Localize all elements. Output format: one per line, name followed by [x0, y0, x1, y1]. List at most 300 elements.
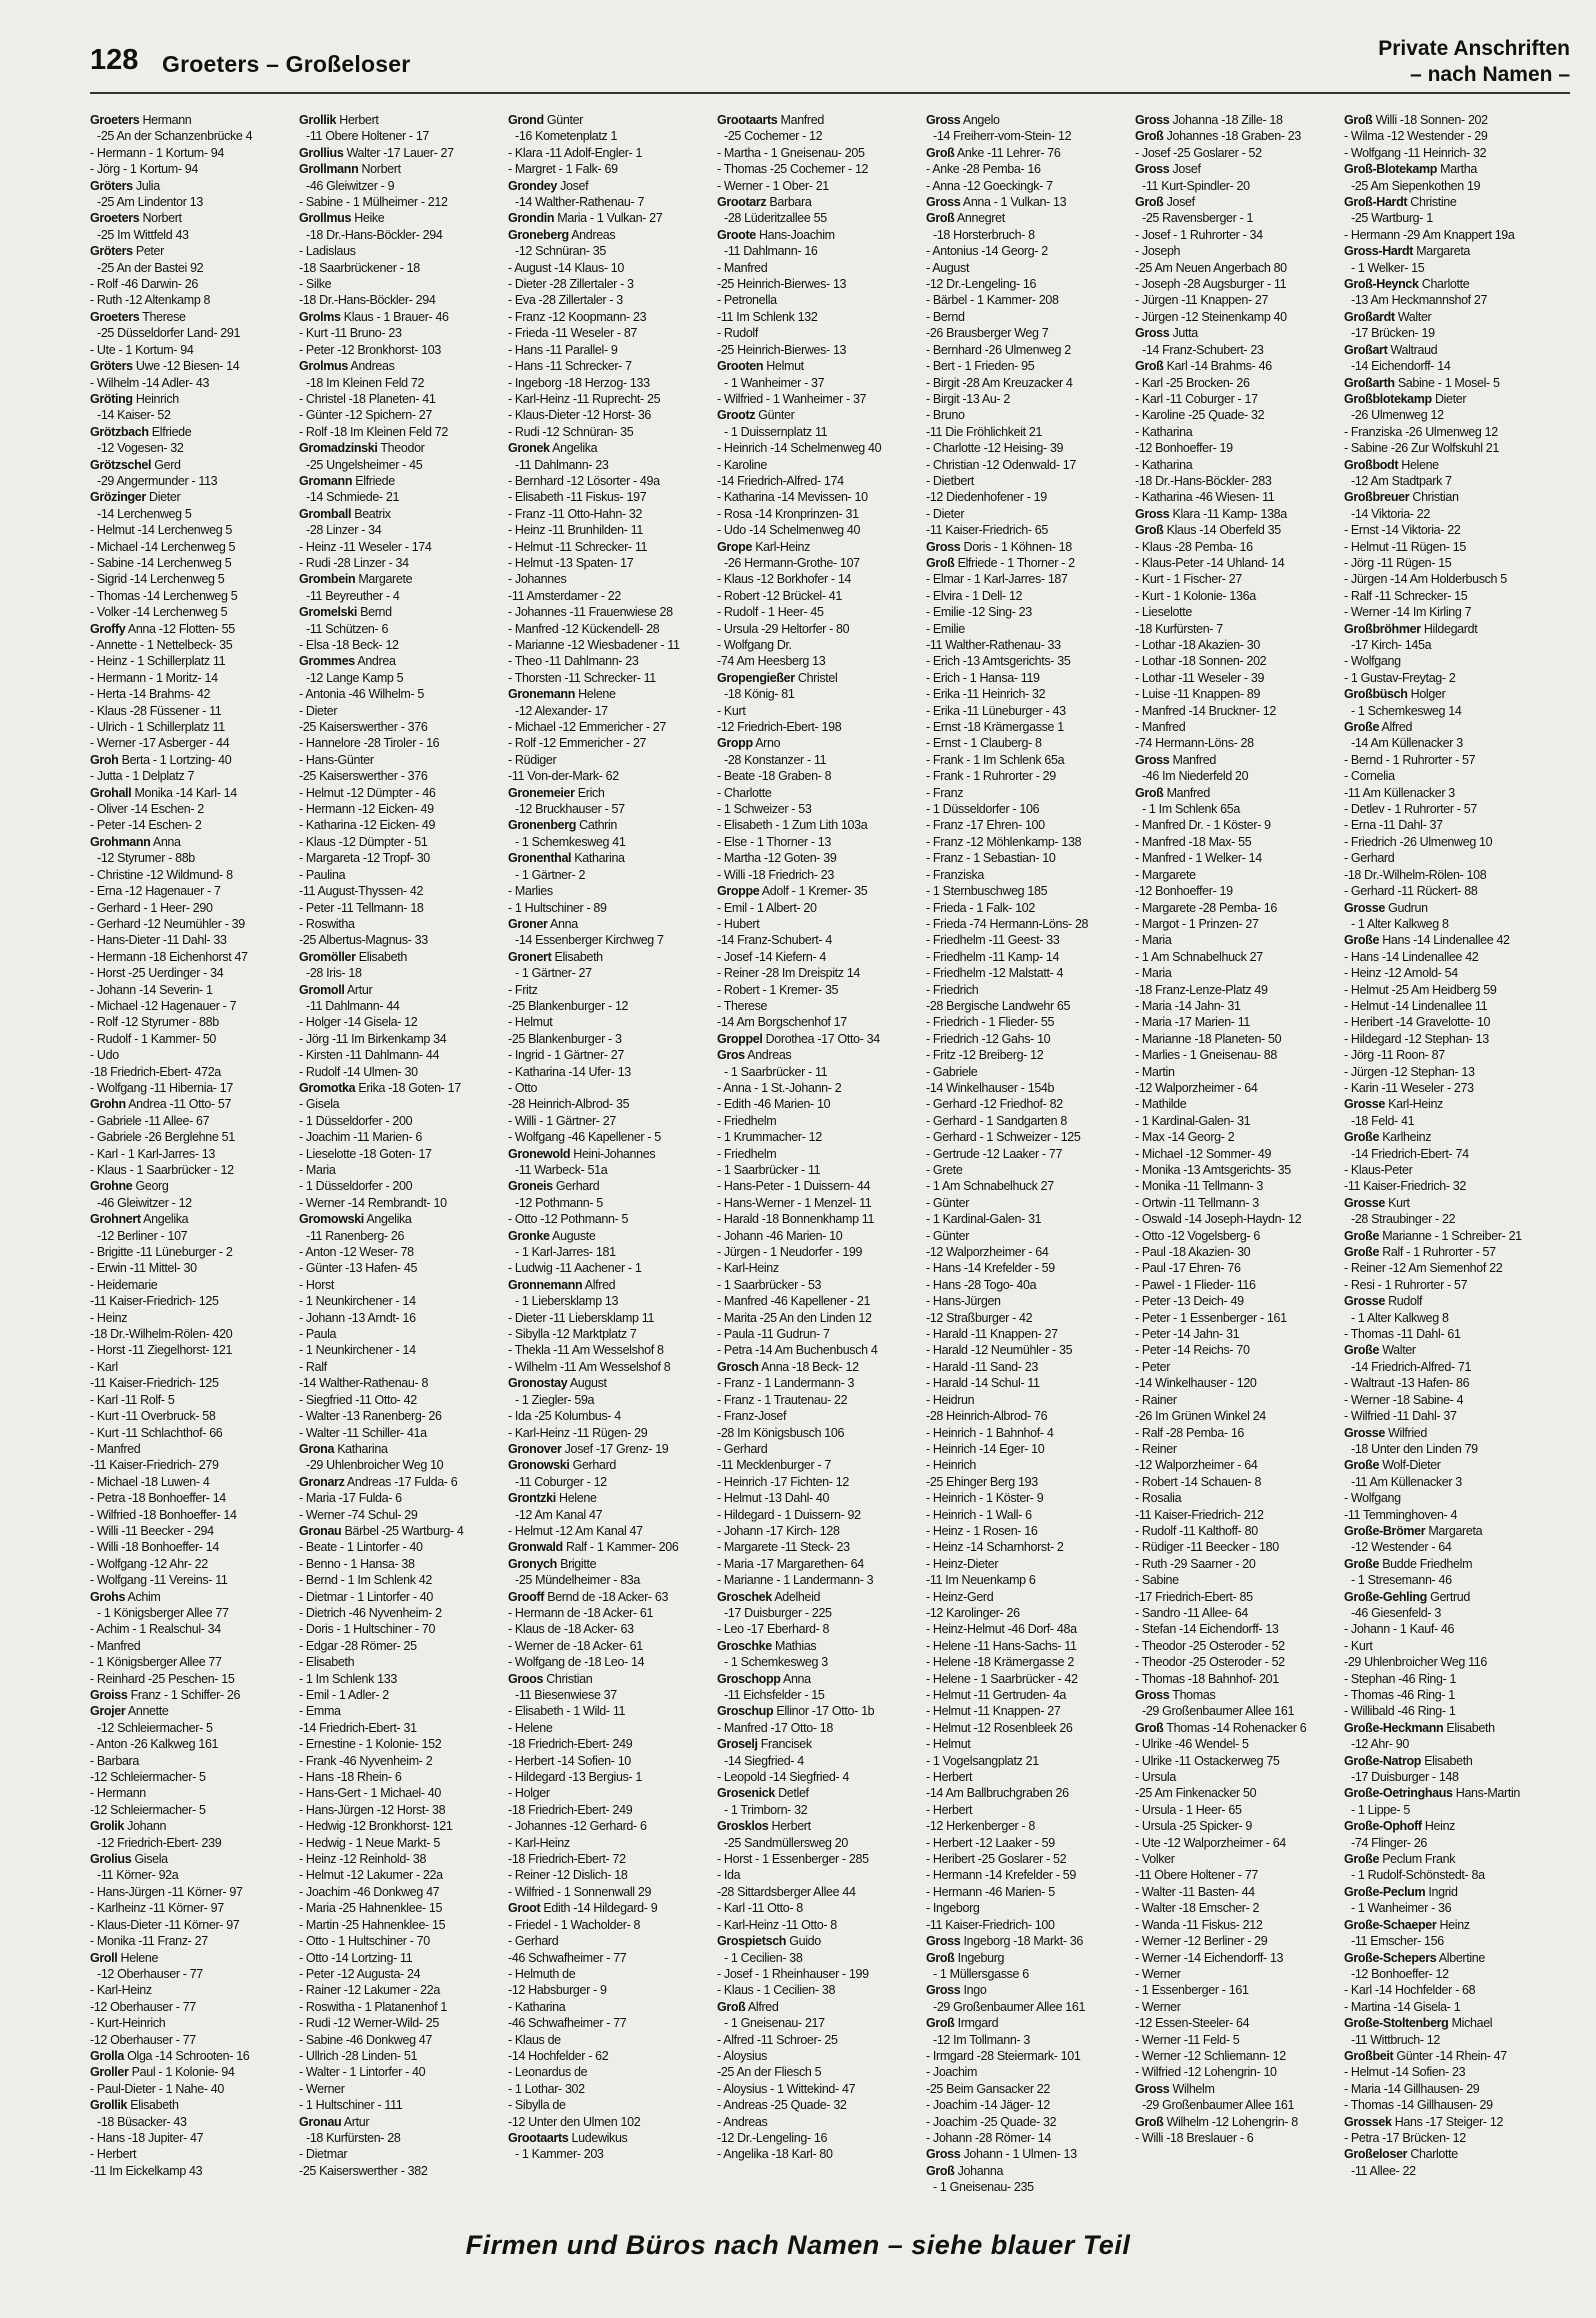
entry-line: - Otto -12 Vogelsberg- 6: [1135, 1228, 1261, 1243]
entry-head: [1135, 194, 1341, 210]
entry-line: - Maria -14 Jahn- 31: [1135, 998, 1241, 1013]
surname: Groß: [926, 1950, 955, 1965]
entry-line: - Benno - 1 Hansa- 38: [299, 1556, 415, 1571]
entry-line: -26 Brausberger Weg 7: [926, 326, 1049, 341]
entry-head: [717, 358, 923, 374]
entry-line: - Heinrich -17 Fichten- 12: [717, 1474, 849, 1489]
surname: Grolik: [90, 1819, 125, 1834]
surname: Großbröhmer: [1344, 621, 1421, 636]
surname: Großblotekamp: [1344, 391, 1432, 406]
entry-head: [90, 2048, 296, 2064]
entry-address: -28 Linzer - 34: [306, 523, 382, 538]
entry-head: [90, 752, 296, 768]
entry-head: [508, 1457, 714, 1473]
entry-address: -11 Schützen- 6: [306, 621, 389, 636]
entry-line: - Charlotte: [717, 785, 772, 800]
entry-line: - Ludwig -11 Aachener - 1: [508, 1261, 642, 1276]
entry-line: - Peter -12 Augusta- 24: [299, 1966, 421, 1981]
entry-line: - Hans -11 Parallel- 9: [508, 342, 618, 357]
given-name: Herbert: [339, 113, 379, 127]
entry-line: - Petra -14 Am Buchenbusch 4: [717, 1343, 878, 1358]
entry-line: - Sibylla de: [508, 2098, 566, 2113]
entry-line: - Birgit -28 Am Kreuzacker 4: [926, 375, 1073, 390]
entry-line: - Katharina -14 Ufer- 13: [508, 1064, 631, 1079]
entry-line: - Ingrid - 1 Gärtner- 27: [508, 1048, 624, 1063]
entry-line: - Leopold -14 Siegfried- 4: [717, 1770, 849, 1785]
entry-line: - Günter -12 Spichern- 27: [299, 408, 432, 423]
entry-address: - 1 Saarbrücker - 11: [724, 1064, 828, 1079]
entry-head: [508, 785, 714, 801]
entry-line: - Fritz -12 Breiberg- 12: [926, 1048, 1044, 1063]
entry-line: - 1 Im Schlenk 133: [299, 1671, 397, 1686]
entry-line: - Emil - 1 Albert- 20: [717, 900, 817, 915]
entry-address: - 1 Gärtner- 27: [515, 966, 592, 981]
entry-line: - Hans -28 Togo- 40a: [926, 1277, 1037, 1292]
entry-address: - 1 Cecilien- 38: [724, 1950, 803, 1965]
entry-head: [717, 1671, 923, 1687]
entry-line: - Robert -12 Brückel- 41: [717, 588, 842, 603]
entry-line: - Frieda -74 Hermann-Löns- 28: [926, 916, 1089, 931]
entry-line: - Emil - 1 Adler- 2: [299, 1688, 389, 1702]
surname: Groß: [926, 2016, 955, 2031]
entry-line: - Friedhelm: [717, 1146, 777, 1161]
entry-line: - Klaus-Dieter -12 Horst- 36: [508, 408, 652, 423]
entry-line: - Heinz - 1 Schillerplatz 11: [90, 654, 226, 669]
entry-line: - Karl -11 Rolf- 5: [90, 1392, 175, 1407]
entry-line: -25 Kaiserswerther - 376: [299, 769, 428, 784]
entry-line: - Elisabeth - 1 Wild- 11: [508, 1704, 626, 1719]
entry-line: - Peter -11 Tellmann- 18: [299, 900, 424, 915]
given-name: Alfred: [584, 1277, 616, 1292]
entry-line: - Jürgen -14 Am Holderbusch 5: [1344, 572, 1507, 587]
given-name: Klaus - 1 Brauer- 46: [343, 309, 449, 324]
entry-line: - Michael -18 Luwen- 4: [90, 1474, 210, 1489]
entry-line: - Herta -14 Brahms- 42: [90, 687, 211, 702]
surname: Gronewold: [508, 1146, 571, 1161]
entry-head: [299, 571, 505, 587]
given-name: Josef: [1172, 162, 1201, 177]
entry-head: [1135, 785, 1341, 801]
surname: Grolla: [90, 2048, 125, 2063]
given-name: Andreas -17 Fulda- 6: [346, 1474, 458, 1489]
entry-line: - Heinz -12 Reinhold- 38: [299, 1852, 427, 1867]
entry-head: [1344, 1818, 1550, 1834]
given-name: Johannes -18 Graben- 23: [1166, 129, 1302, 144]
entry-address: -14 Essenberger Kirchweg 7: [515, 933, 664, 948]
entry-line: - Manfred -18 Max- 55: [1135, 834, 1252, 849]
page-header: [90, 36, 1570, 96]
entry-head: [508, 1146, 714, 1162]
entry-line: - Willibald -46 Ring- 1: [1344, 1704, 1456, 1719]
given-name: Norbert: [142, 211, 182, 226]
entry-line: - 1 Saarbrücker - 53: [717, 1277, 822, 1292]
entry-line: - Martin -25 Hahnenklee- 15: [299, 1917, 446, 1932]
given-name: Elisabeth: [1446, 1720, 1495, 1735]
entry-line: -25 Blankenburger - 3: [508, 1031, 622, 1046]
given-name: Anna -12 Flotten- 55: [127, 621, 235, 636]
entry-line: - Heinz-Gerd: [926, 1589, 994, 1604]
given-name: Hans-Martin: [1455, 1786, 1521, 1801]
entry-line: - Rudi -12 Schnüran- 35: [508, 424, 634, 439]
entry-line: - Karin -11 Weseler - 273: [1344, 1080, 1474, 1095]
entry-line: - Rüdiger -11 Beecker - 180: [1135, 1540, 1279, 1555]
surname: Groß: [1344, 113, 1373, 127]
entry-address: -11 Dahlmann- 16: [724, 244, 818, 259]
entry-line: -25 Albertus-Magnus- 33: [299, 933, 428, 948]
given-name: Gudrun: [1388, 900, 1428, 915]
entry-line: - Paulina: [299, 867, 346, 882]
entry-address: -26 Ulmenweg 12: [1351, 408, 1444, 423]
entry-line: - Otto -14 Lortzing- 11: [299, 1950, 413, 1965]
entry-line: - Karl-Heinz -11 Otto- 8: [717, 1917, 837, 1932]
entry-line: - Klaus - 1 Saarbrücker - 12: [90, 1163, 234, 1177]
surname: Grolmus: [299, 359, 348, 374]
entry-line: - Ingeborg: [926, 1901, 980, 1916]
entry-line: - Resi - 1 Ruhrorter - 57: [1344, 1277, 1468, 1292]
entry-line: - Heinrich: [926, 1458, 976, 1473]
entry-line: - Wolfgang -11 Heinrich- 32: [1344, 145, 1487, 160]
entry-line: - Franz -12 Koopmann- 23: [508, 309, 647, 324]
entry-line: - Ralf -28 Pemba- 16: [1135, 1425, 1245, 1440]
surname: Groß: [717, 1999, 746, 2014]
entry-line: - Hermann -14 Krefelder - 59: [926, 1868, 1076, 1883]
entry-line: - Wanda -11 Fiskus- 212: [1135, 1917, 1263, 1932]
given-name: Beatrix: [354, 506, 391, 521]
entry-line: - Franz -11 Otto-Hahn- 32: [508, 506, 643, 521]
entry-address: -28 Lüderitzallee 55: [724, 211, 827, 226]
entry-head: [90, 1096, 296, 1112]
entry-line: - Harald -12 Neumühler - 35: [926, 1343, 1073, 1358]
entry-address: -12 Alexander- 17: [515, 703, 608, 718]
entry-line: - Herbert: [90, 2147, 137, 2162]
given-name: Berta - 1 Lortzing- 40: [121, 752, 232, 767]
given-name: Bärbel -25 Wartburg- 4: [344, 1523, 464, 1538]
entry-line: - Sigrid -14 Lerchenweg 5: [90, 572, 225, 587]
entry-head: [1344, 243, 1550, 259]
entry-line: -11 Kaiser-Friedrich- 125: [90, 1294, 219, 1309]
entry-line: -17 Friedrich-Ebert- 85: [1135, 1589, 1253, 1604]
entry-line: - Stephan -46 Ring- 1: [1344, 1671, 1457, 1686]
surname: Gronwald: [508, 1540, 563, 1555]
entry-line: - 1 Hultschiner - 111: [299, 2098, 403, 2113]
entry-line: - Paula: [299, 1327, 337, 1342]
entry-line: - Karl-Heinz -11 Rügen- 29: [508, 1425, 648, 1440]
entry-head: [508, 112, 714, 128]
surname: Groß: [1135, 785, 1164, 800]
entry-head: [717, 1359, 923, 1375]
entry-head: [90, 358, 296, 374]
entry-line: - Kurt -11 Overbruck- 58: [90, 1409, 216, 1424]
surname: Gross: [926, 1934, 961, 1949]
entry-line: - Hedwig - 1 Neue Markt- 5: [299, 1835, 440, 1850]
entry-line: -18 Dr.-Hans-Böckler- 283: [1135, 473, 1272, 488]
entry-line: - Kurt-Heinrich: [90, 2016, 166, 2031]
entry-line: -12 Karolinger- 26: [926, 1605, 1020, 1620]
entry-line: - Klaus - 1 Cecilien- 38: [717, 1983, 836, 1998]
entry-line: - Johannes -11 Frauenwiese 28: [508, 605, 673, 620]
entry-line: - 1 Königsberger Allee 77: [90, 1655, 222, 1670]
entry-address: -12 Bruckhauser - 57: [515, 802, 625, 817]
given-name: Elisabeth: [130, 2098, 179, 2113]
entry-line: - Harald -11 Sand- 23: [926, 1359, 1038, 1374]
entry-address: -74 Flinger- 26: [1351, 1835, 1428, 1850]
given-name: Therese: [142, 309, 186, 324]
entry-line: - Sandro -11 Allee- 64: [1135, 1605, 1248, 1620]
entry-line: - Dieter: [926, 506, 965, 521]
entry-line: - Klaus -12 Borkhofer - 14: [717, 572, 852, 587]
given-name: Monika -14 Karl- 14: [134, 785, 237, 800]
entry-address: -25 Sandmüllersweg 20: [724, 1835, 848, 1850]
entry-line: -12 Straßburger - 42: [926, 1310, 1033, 1325]
entry-line: - Franziska: [926, 867, 984, 882]
entry-line: - Werner -11 Feld- 5: [1135, 2032, 1240, 2047]
given-name: Andrea -11 Otto- 57: [128, 1097, 232, 1112]
given-name: Ellinor -17 Otto- 1b: [776, 1704, 875, 1719]
entry-line: - Luise -11 Knappen- 89: [1135, 687, 1261, 702]
entry-line: - Klaus-Peter: [1344, 1163, 1413, 1177]
entry-line: - Friedhelm -12 Malstatt- 4: [926, 966, 1064, 981]
surname: Gross: [1135, 752, 1170, 767]
entry-line: - Siegfried -11 Otto- 42: [299, 1392, 417, 1407]
entry-line: - Hans -11 Schrecker- 7: [508, 359, 632, 374]
surname: Gronke: [508, 1228, 550, 1243]
entry-line: - Helene -11 Hans-Sachs- 11: [926, 1638, 1077, 1653]
entry-line: -11 Mecklenburger - 7: [717, 1458, 832, 1473]
entry-line: - Katharina -14 Mevissen- 10: [717, 490, 868, 505]
entry-line: -18 Dr.-Hans-Böckler- 294: [299, 293, 436, 308]
directory-column: [299, 112, 505, 2212]
entry-line: - Heinrich - 1 Wall- 6: [926, 1507, 1032, 1522]
entry-line: -14 Friedrich-Alfred- 174: [717, 473, 844, 488]
surname: Große-Stoltenberg: [1344, 2016, 1449, 2031]
entry-address: -12 Am Stadtpark 7: [1351, 473, 1452, 488]
entry-line: -14 Winkelhauser - 120: [1135, 1376, 1257, 1391]
entry-line: - Hans-Gert - 1 Michael- 40: [299, 1786, 441, 1801]
entry-head: [1344, 1884, 1550, 1900]
entry-line: - Elmar - 1 Karl-Jarres- 187: [926, 572, 1068, 587]
entry-line: -12 Walporzheimer - 64: [1135, 1458, 1258, 1473]
entry-head: [1135, 112, 1341, 128]
surname: Gross: [926, 113, 961, 127]
surname: Gronek: [508, 441, 550, 456]
entry-line: - Gerhard -12 Friedhof- 82: [926, 1097, 1063, 1112]
entry-address: -25 Im Wittfeld 43: [97, 227, 189, 242]
given-name: Manfred: [780, 113, 824, 127]
entry-line: - Willi -18 Breslauer - 6: [1135, 2130, 1254, 2145]
entry-line: - 1 Schweizer - 53: [717, 802, 812, 817]
surname: Gromann: [299, 473, 353, 488]
entry-line: - Werner: [1135, 1966, 1181, 1981]
surname: Groß-Blotekamp: [1344, 162, 1438, 177]
entry-head: [1344, 1589, 1550, 1605]
entry-line: - Wolfgang: [1344, 1491, 1401, 1506]
entry-line: - Sabine - 1 Mülheimer - 212: [299, 195, 448, 210]
entry-line: - Sabine -46 Donkweg 47: [299, 2032, 433, 2047]
entry-head: [1344, 2114, 1550, 2130]
entry-line: - Peter -14 Reichs- 70: [1135, 1343, 1250, 1358]
entry-line: - Willi - 1 Gärtner- 27: [508, 1113, 616, 1128]
given-name: Norbert: [361, 162, 401, 177]
entry-head: [1344, 194, 1550, 210]
given-name: Johanna: [957, 2163, 1004, 2178]
entry-line: - Marianne -18 Planeten- 50: [1135, 1031, 1282, 1046]
surname: Große-Natrop: [1344, 1753, 1422, 1768]
given-name: Franz - 1 Schiffer- 26: [130, 1688, 241, 1702]
entry-line: - Wilma -12 Westender - 29: [1344, 129, 1488, 144]
given-name: Heinz: [1424, 1819, 1456, 1834]
entry-head: [717, 112, 923, 128]
entry-head: [299, 1211, 505, 1227]
entry-line: -12 Dr.-Lengeling- 16: [926, 277, 1037, 292]
surname: Groppe: [717, 884, 760, 899]
entry-line: - Heinrich -14 Schelmenweg 40: [717, 441, 882, 456]
given-name: Christian: [546, 1671, 593, 1686]
entry-address: -12 Westender - 64: [1351, 1540, 1452, 1555]
entry-line: - Brigitte -11 Lüneburger - 2: [90, 1245, 233, 1260]
entry-line: -18 Friedrich-Ebert- 249: [508, 1802, 633, 1817]
given-name: Detlef: [778, 1786, 809, 1801]
surname: Groß: [926, 2163, 955, 2178]
entry-head: [717, 1933, 923, 1949]
entry-line: - Franz - 1 Trautenau- 22: [717, 1392, 848, 1407]
given-name: Josef: [1166, 195, 1195, 210]
entry-line: - Erna -12 Hagenauer - 7: [90, 884, 221, 899]
entry-line: - Hans -14 Krefelder - 59: [926, 1261, 1055, 1276]
surname: Gröting: [90, 391, 133, 406]
entry-head: [299, 210, 505, 226]
surname: Grootaarts: [508, 2130, 569, 2145]
entry-address: -14 Siegfried- 4: [724, 1753, 804, 1768]
entry-line: -11 Kaiser-Friedrich- 100: [926, 1917, 1055, 1932]
entry-line: - 1 Vogelsangplatz 21: [926, 1753, 1039, 1768]
entry-line: - Horst - 1 Essenberger - 285: [717, 1852, 869, 1867]
entry-line: - Roswitha - 1 Platanenhof 1: [299, 1999, 447, 2014]
entry-line: - Rudi -28 Linzer - 34: [299, 555, 409, 570]
given-name: Hans-Joachim: [759, 227, 835, 242]
surname: Groß-Hardt: [1344, 195, 1408, 210]
entry-line: - Edith -46 Marien- 10: [717, 1097, 831, 1112]
entry-line: - Else - 1 Thorner - 13: [717, 834, 831, 849]
entry-line: - Frieda - 1 Falk- 102: [926, 900, 1036, 915]
entry-line: - Johann - 1 Kauf- 46: [1344, 1622, 1455, 1637]
entry-line: - Ruth -12 Altenkamp 8: [90, 293, 211, 308]
entry-line: - Erna -11 Dahl- 37: [1344, 818, 1443, 833]
given-name: Maria - 1 Vulkan- 27: [557, 211, 663, 226]
entry-line: - Barbara: [90, 1753, 139, 1768]
surname: Große: [1344, 720, 1380, 735]
entry-line: - Jörg -11 Roon- 87: [1344, 1048, 1445, 1063]
given-name: Adolf - 1 Kremer- 35: [761, 884, 868, 899]
entry-line: -25 Kaiserswerther - 376: [299, 720, 428, 735]
given-name: Gertrud: [1430, 1589, 1471, 1604]
entry-line: -28 Heinrich-Albrod- 35: [508, 1097, 630, 1112]
entry-line: - Thekla -11 Am Wesselshof 8: [508, 1343, 664, 1358]
entry-line: - Christian -12 Odenwald- 17: [926, 457, 1076, 472]
surname: Grooten: [717, 359, 764, 374]
entry-line: - Marlies - 1 Gneisenau- 88: [1135, 1048, 1278, 1063]
entry-head: [90, 112, 296, 128]
entry-line: - Monika -13 Amtsgerichts- 35: [1135, 1163, 1291, 1177]
entry-head: [717, 407, 923, 423]
entry-address: -18 Unter den Linden 79: [1351, 1441, 1478, 1456]
entry-line: - Otto -12 Pothmann- 5: [508, 1212, 629, 1227]
surname: Grötzbach: [90, 424, 149, 439]
entry-head: [926, 210, 1132, 226]
surname: Große: [1344, 1343, 1380, 1358]
given-name: Hildegardt: [1423, 621, 1478, 636]
entry-line: - Hans-Werner - 1 Menzel- 11: [717, 1195, 872, 1210]
entry-line: - Wolfgang de -18 Leo- 14: [508, 1655, 645, 1670]
entry-line: - Karl-Heinz -11 Ruprecht- 25: [508, 391, 661, 406]
entry-line: - Heinz -12 Arnold- 54: [1344, 966, 1458, 981]
entry-address: - 1 Duissernplatz 11: [724, 424, 828, 439]
entry-head: [1344, 1293, 1550, 1309]
directory-column: [90, 112, 296, 2212]
entry-line: - Johannes -12 Gerhard- 6: [508, 1819, 647, 1834]
entry-line: - Peter -13 Deich- 49: [1135, 1294, 1244, 1309]
entry-line: - Rosalia: [1135, 1491, 1182, 1506]
given-name: Willi -18 Sonnen- 202: [1375, 113, 1488, 127]
given-name: Karl-Heinz: [1388, 1097, 1443, 1112]
entry-line: - Thomas -18 Bahnhof- 201: [1135, 1671, 1279, 1686]
entry-head: [717, 539, 923, 555]
surname: Gross-Hardt: [1344, 244, 1414, 259]
entry-line: - Therese: [717, 998, 768, 1013]
entry-head: [90, 1950, 296, 1966]
entry-address: -29 Großenbaumer Allee 161: [1142, 1704, 1295, 1719]
entry-head: [508, 440, 714, 456]
entry-line: - Manfred: [717, 260, 768, 275]
given-name: Ingeburg: [957, 1950, 1005, 1965]
entry-line: - Ursula: [1135, 1770, 1176, 1785]
entry-line: - Otto: [508, 1080, 538, 1095]
entry-address: -18 Kurfürsten- 28: [306, 2130, 401, 2145]
entry-head: [926, 145, 1132, 161]
entry-address: - 1 Wanheimer - 36: [1351, 1901, 1452, 1916]
entry-line: - Otto - 1 Hultschiner - 70: [299, 1934, 430, 1949]
given-name: Helene: [559, 1491, 597, 1506]
given-name: Alfred: [1381, 720, 1413, 735]
surname: Grohall: [90, 785, 132, 800]
entry-line: - Johannes: [508, 572, 567, 587]
given-name: Margarete: [358, 572, 413, 587]
given-name: Michael: [1451, 2016, 1493, 2031]
entry-head: [508, 2130, 714, 2146]
entry-line: - Kurt - 1 Fischer- 27: [1135, 572, 1242, 587]
surname: Große: [1344, 1228, 1380, 1243]
surname: Groß: [1135, 2114, 1164, 2129]
surname: Groß: [926, 555, 955, 570]
entry-line: - Paul -18 Akazien- 30: [1135, 1245, 1251, 1260]
entry-address: -46 Gleiwitzer - 9: [306, 178, 395, 193]
given-name: Arno: [755, 736, 781, 751]
surname: Groeters: [90, 309, 140, 324]
entry-line: - Hans-Jürgen -12 Horst- 38: [299, 1802, 446, 1817]
entry-line: - Annette - 1 Nettelbeck- 35: [90, 638, 233, 652]
entry-head: [717, 194, 923, 210]
given-name: Annette: [127, 1704, 169, 1719]
entry-line: - Karoline -25 Quade- 32: [1135, 408, 1265, 423]
entry-line: - Maria: [299, 1163, 336, 1177]
surname: Große: [1344, 1245, 1380, 1260]
entry-line: - Ida -25 Kolumbus- 4: [508, 1409, 621, 1424]
entry-head: [90, 489, 296, 505]
entry-line: - Walter -18 Emscher- 2: [1135, 1901, 1260, 1916]
entry-line: - Emilie -12 Sing- 23: [926, 605, 1032, 620]
entry-line: - Herbert -12 Laaker - 59: [926, 1835, 1055, 1850]
given-name: Angelika: [552, 441, 598, 456]
surname: Grosse: [1344, 1294, 1385, 1309]
